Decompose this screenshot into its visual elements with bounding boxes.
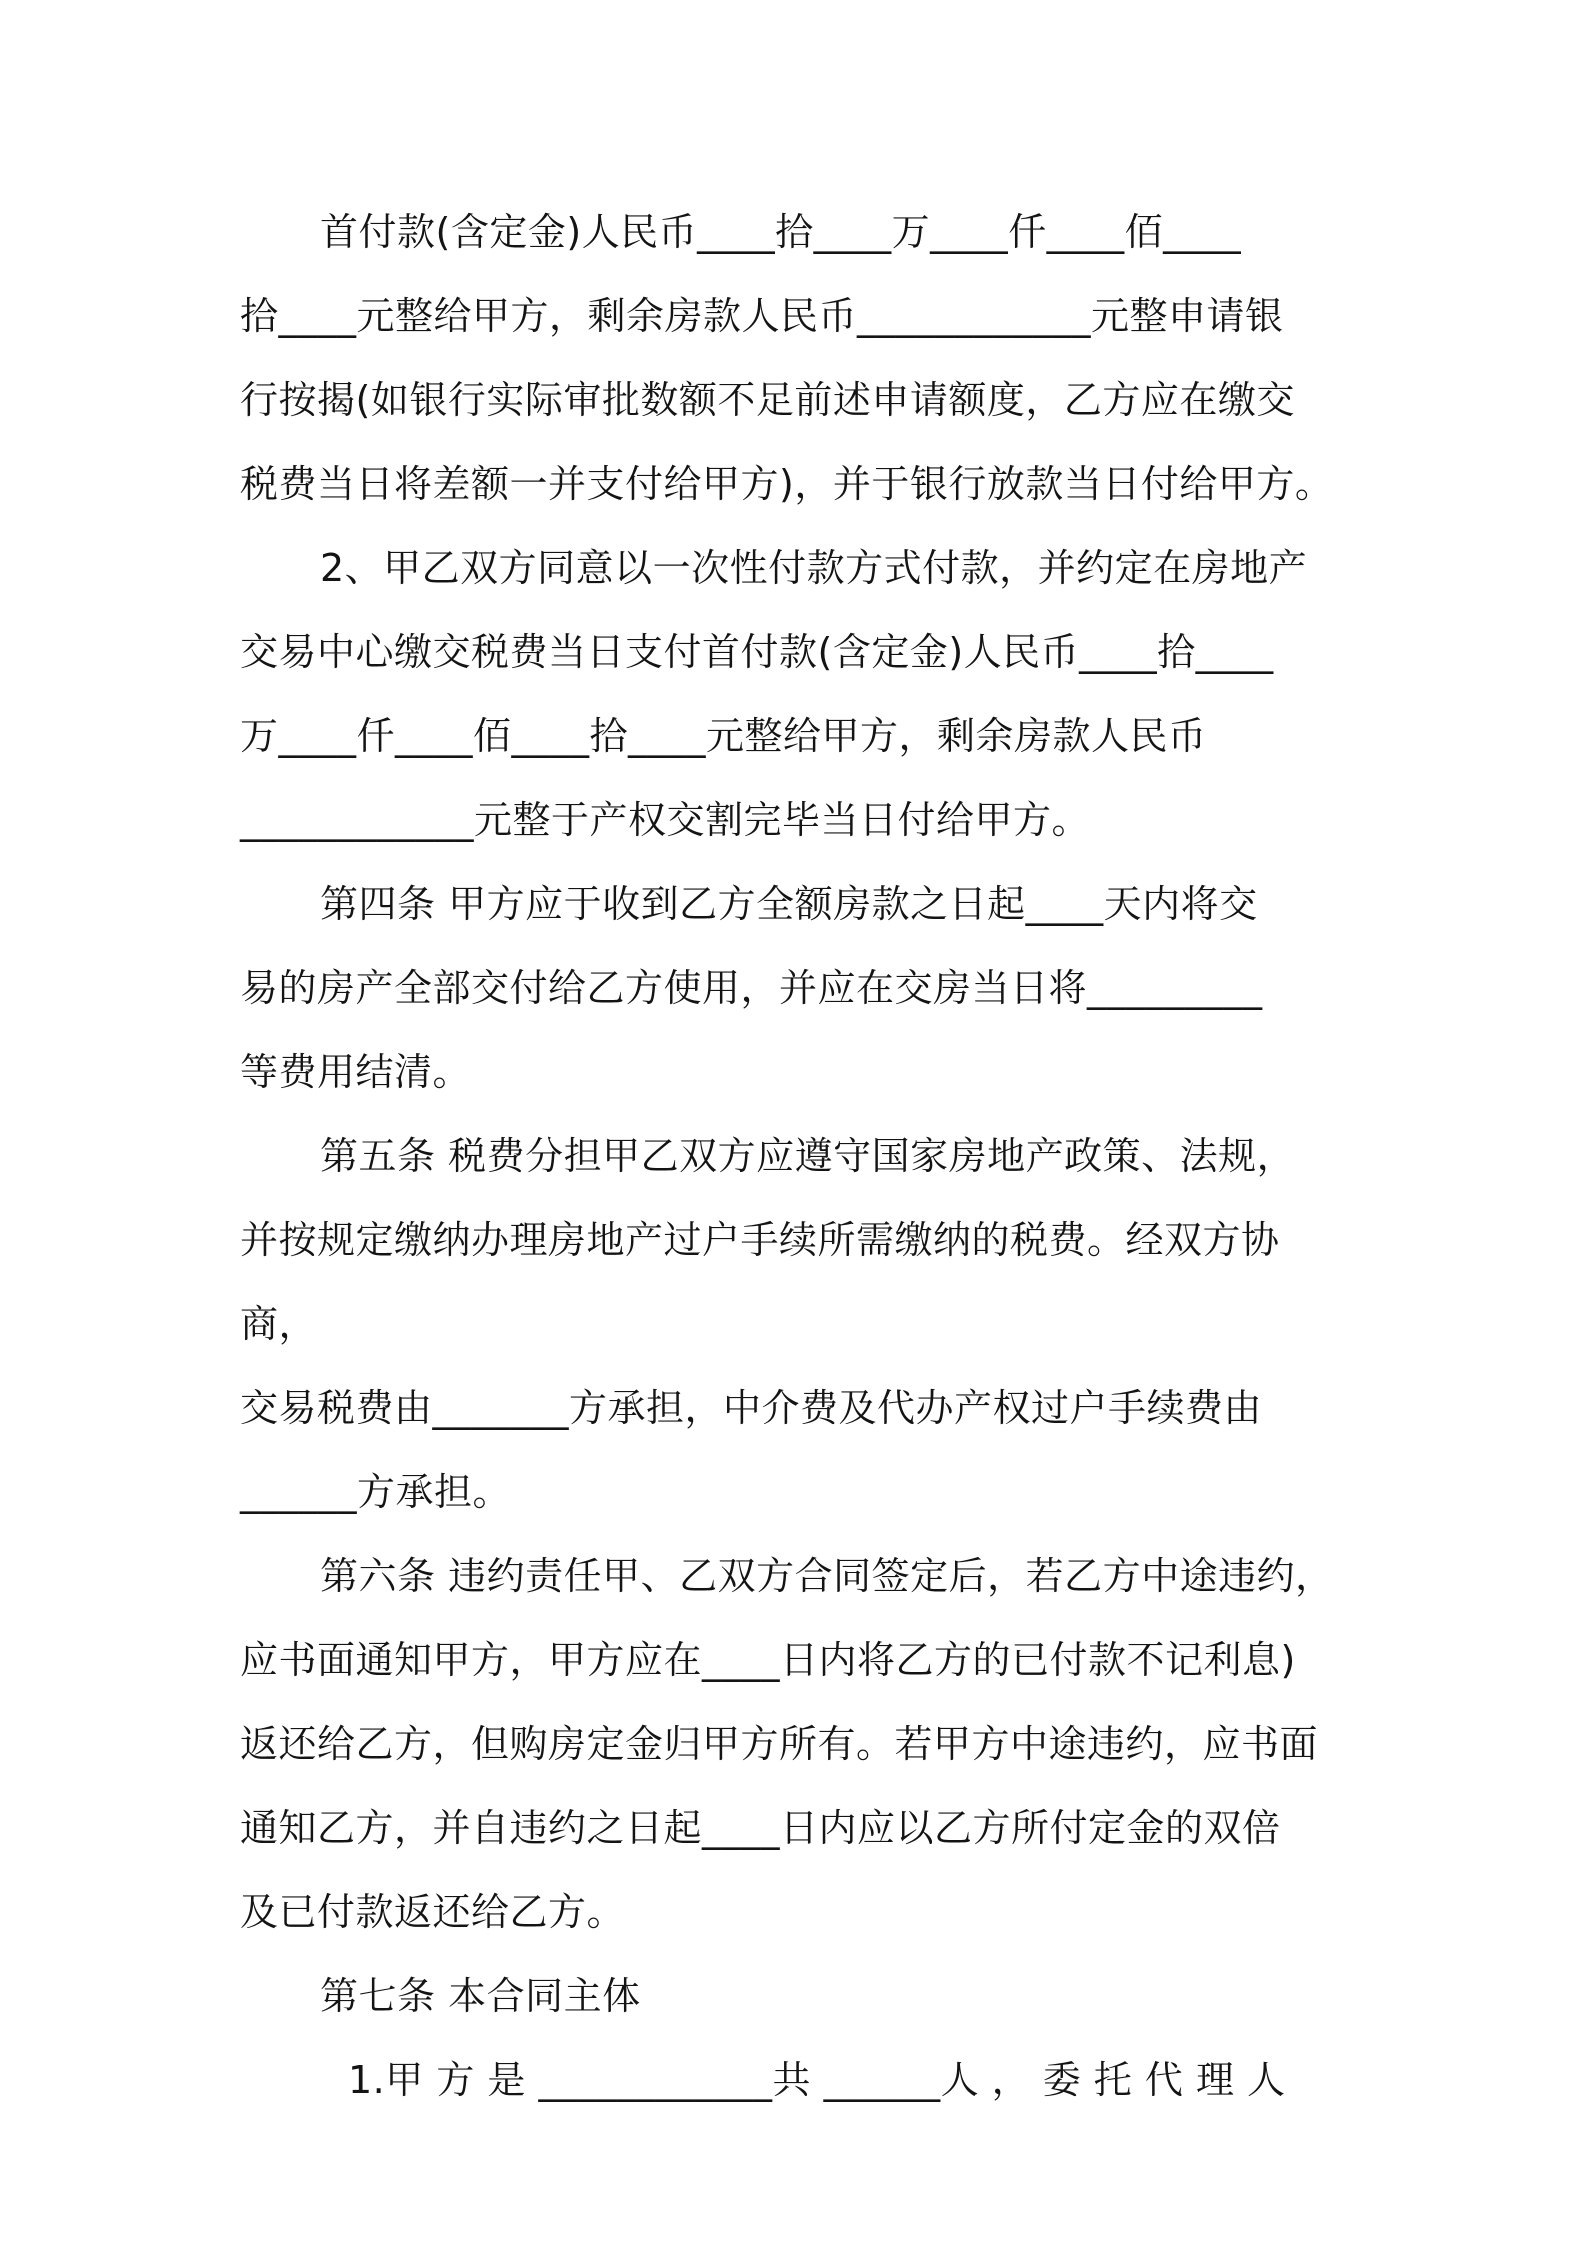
paragraph-lump-sum-payment xyxy=(240,526,1356,862)
text-line: 并按规定缴纳办理房地产过户手续所需缴纳的税费。经双方协商， xyxy=(240,1218,1280,1346)
text-line: 首付款(含定金)人民币____拾____万____仟____佰____ xyxy=(320,210,1242,254)
text-line: 等费用结清。 xyxy=(240,1050,472,1094)
paragraph-party-a xyxy=(240,2038,1356,2122)
paragraph-article-6-breach xyxy=(240,1534,1356,1954)
paragraph-article-5-taxes xyxy=(240,1114,1356,1534)
document-body xyxy=(240,190,1356,2122)
text-line: 第四条 甲方应于收到乙方全额房款之日起____天内将交 xyxy=(320,882,1258,926)
text-line: 税费当日将差额一并支付给甲方)，并于银行放款当日付给甲方。 xyxy=(240,462,1334,506)
text-line: 及已付款返还给乙方。 xyxy=(240,1890,626,1934)
text-line: ______方承担。 xyxy=(240,1470,512,1514)
paragraph-down-payment-mortgage xyxy=(240,190,1356,526)
paragraph-article-4-delivery xyxy=(240,862,1356,1114)
text-line: 万____仟____佰____拾____元整给甲方，剩余房款人民币 xyxy=(240,714,1207,758)
text-line: 第六条 违约责任甲、乙双方合同签定后，若乙方中途违约， xyxy=(320,1554,1334,1598)
text-line: 2、甲乙双方同意以一次性付款方式付款，并约定在房地产 xyxy=(320,546,1308,590)
text-line: 易的房产全部交付给乙方使用，并应在交房当日将_________ xyxy=(240,966,1263,1010)
text-line: 第五条 税费分担甲乙双方应遵守国家房地产政策、法规， xyxy=(320,1134,1296,1178)
text-line: 应书面通知甲方，甲方应在____日内将乙方的已付款不记利息) xyxy=(240,1638,1296,1682)
text-line: ____________元整于产权交割完毕当日付给甲方。 xyxy=(240,798,1091,842)
text-line: 交易中心缴交税费当日支付首付款(含定金)人民币____拾____ xyxy=(240,630,1274,674)
text-line: 通知乙方，并自违约之日起____日内应以乙方所付定金的双倍 xyxy=(240,1806,1281,1850)
paragraph-article-7-heading xyxy=(240,1954,1356,2038)
text-line: 第七条 本合同主体 xyxy=(320,1974,641,2018)
text-line: 返还给乙方，但购房定金归甲方所有。若甲方中途违约，应书面 xyxy=(240,1722,1319,1766)
text-line: 拾____元整给甲方，剩余房款人民币____________元整申请银 xyxy=(240,294,1284,338)
text-line: 交易税费由_______方承担，中介费及代办产权过户手续费由 xyxy=(240,1386,1263,1430)
text-line: 1.甲 方 是 ____________共 ______人 ， 委 托 代 理 人 xyxy=(348,2058,1286,2102)
text-line: 行按揭(如银行实际审批数额不足前述申请额度，乙方应在缴交 xyxy=(240,378,1295,422)
